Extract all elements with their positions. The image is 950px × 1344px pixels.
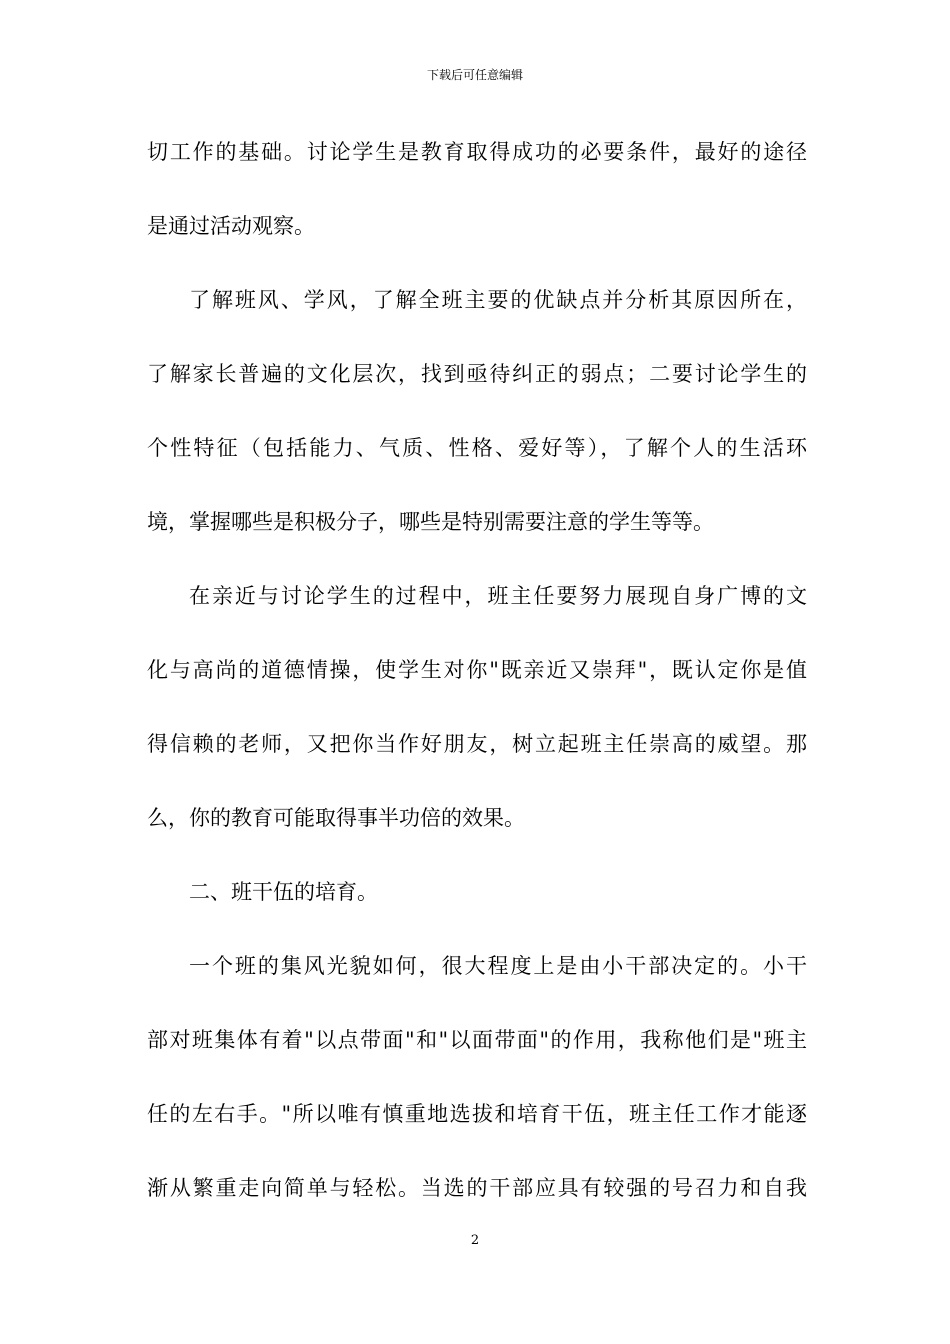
page-number: 2 [470, 1233, 480, 1248]
text-line: 了解班风、学风，了解全班主要的优缺点并分析其原因所在， [189, 288, 807, 312]
text-line: 一个班的集风光貌如何，很大程度上是由小干部决定的。小干 [189, 954, 807, 978]
document-body [147, 124, 807, 1234]
text-line: 任的左右手。"所以唯有慎重地选拔和培育干伍，班主任工作才能逐 [147, 1102, 807, 1126]
text-line: 么，你的教育可能取得事半功倍的效果。 [147, 806, 525, 830]
text-line: 了解家长普遍的文化层次，找到亟待纠正的弱点；二要讨论学生的 [147, 362, 807, 386]
page-header: 下载后可任意编辑 [426, 68, 523, 82]
section-heading: 二、班干伍的培育。 [189, 880, 378, 904]
text-line: 个性特征（包括能力、气质、性格、爱好等），了解个人的生活环 [147, 436, 807, 460]
text-line: 化与高尚的道德情操，使学生对你"既亲近又崇拜"，既认定你是值 [147, 658, 807, 682]
text-line: 渐从繁重走向简单与轻松。当选的干部应具有较强的号召力和自我 [147, 1176, 807, 1200]
text-line: 是通过活动观察。 [147, 214, 315, 238]
text-line: 在亲近与讨论学生的过程中，班主任要努力展现自身广博的文 [189, 584, 807, 608]
text-line: 切工作的基础。讨论学生是教育取得成功的必要条件，最好的途径 [147, 140, 807, 164]
text-line: 部对班集体有着"以点带面"和"以面带面"的作用，我称他们是"班主 [147, 1028, 807, 1052]
text-line: 境，掌握哪些是积极分子，哪些是特别需要注意的学生等等。 [147, 510, 714, 534]
text-line: 得信赖的老师，又把你当作好朋友，树立起班主任崇高的威望。那 [147, 732, 807, 756]
